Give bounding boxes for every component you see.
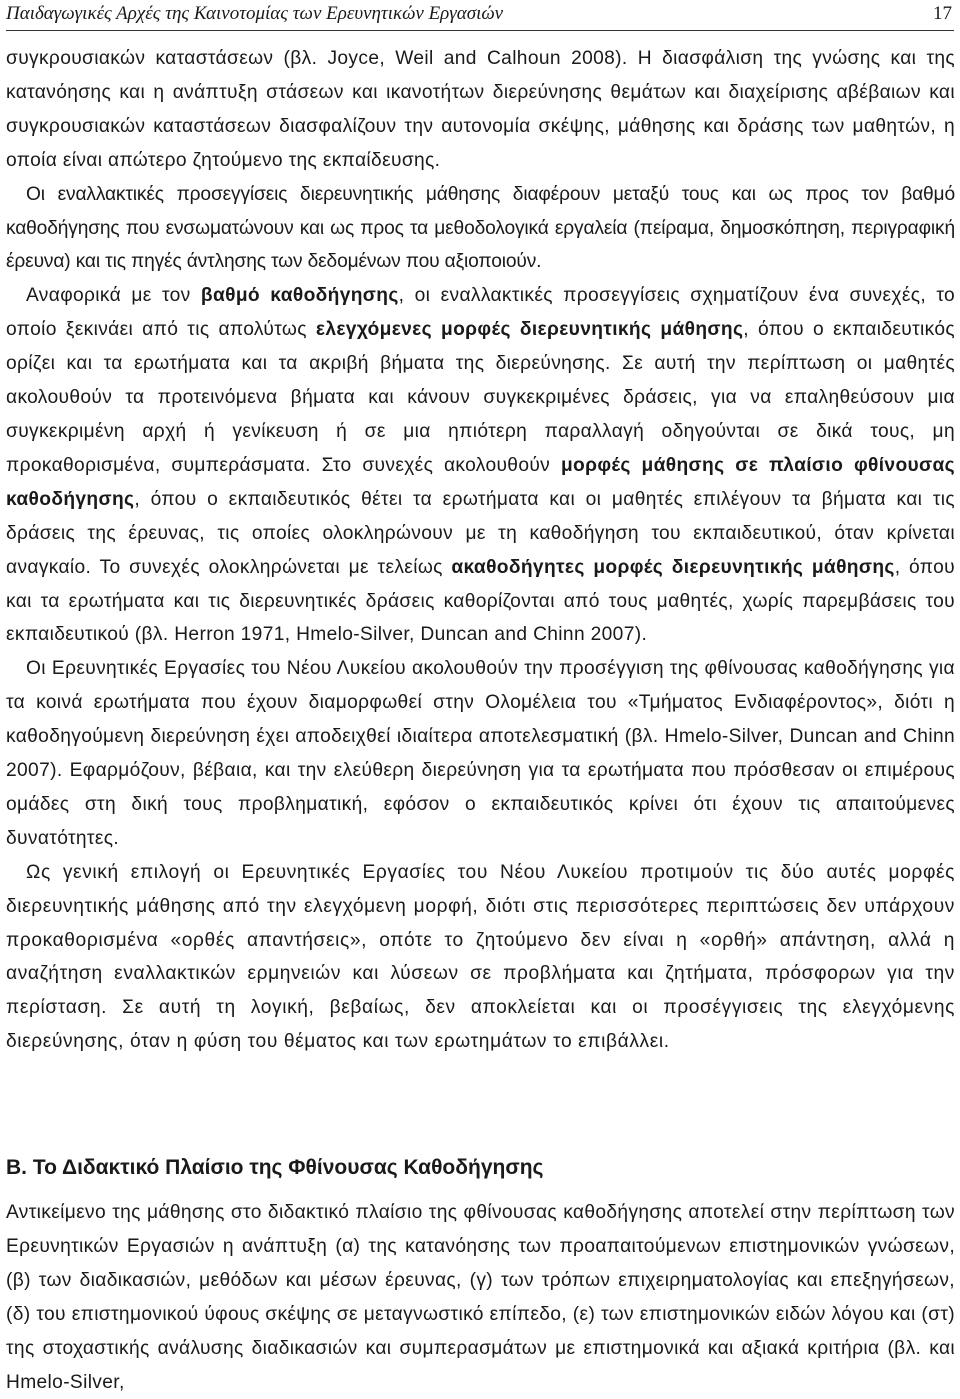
running-header-title: Παιδαγωγικές Αρχές της Καινοτομίας των Ερευνητικών Εργασιών xyxy=(6,3,504,24)
paragraph-continuation: συγκρουσιακών καταστάσεων (βλ. Joyce, Weil and Calhoun 2008). Η διασφάλιση της γνώσης και της κατανόησης και η ανάπτυξη στάσεων και ικανοτήτων διερεύνησης θεμάτων και διαχείρισης αβέβαιων και συγκρουσιακών καταστάσεων διασφαλίζουν την αυτονομία σκέψης, μάθησης και δράσης των μαθητών, η οποία είναι απώτερο ζητούμενο της εκπαίδευσης. xyxy=(6,48,955,171)
paragraph-research-projects: Οι Ερευνητικές Εργασίες του Νέου Λυκείου ακολουθούν την προσέγγιση της φθίνουσας καθοδήγησης για τα κοινά ερωτήματα που έχουν διαμορφωθεί στην Ολομέλεια του «Τμήματος Ενδιαφέροντος», διότι η καθοδηγούμενη διερεύνηση έχει αποδειχθεί ιδιαίτερα αποτελεσματική (βλ. Hmelo-Silver, Duncan and Chinn 2007). Εφαρμόζουν, βέβαια, και την ελεύθερη διερεύνηση για τα ερωτήματα που πρόσθεσαν οι επιμέρους ομάδες στη δική τους προβληματική, εφόσον ο εκπαιδευτικός κρίνει ότι έχουν τις απαιτούμενες δυνατότητες. xyxy=(6,658,955,849)
text-run: , οι εναλλακτικές προσεγγίσεις σχηματίζουν ένα συνεχές, το οποίο ξεκινάει από τις απολύτως xyxy=(6,285,955,341)
text-run: , όπου ο εκπαιδευτικός θέτει τα ερωτήματα και οι μαθητές επιλέγουν τα βήματα και τις δράσεις της έρευνας, τις οποίες ολοκληρώνουν με τη καθοδήγηση του εκπαιδευτικού, όταν κρίνεται αναγκαίο. Το συνεχές ολοκληρώνεται με τελείως xyxy=(6,488,955,578)
section-heading: Β. Το Διδακτικό Πλαίσιο της Φθίνουσας Καθοδήγησης xyxy=(6,1156,544,1179)
paragraph-approaches: Οι εναλλακτικές προσεγγίσεις διερευνητικής μάθησης διαφέρουν μεταξύ τους και ως προς τον βαθμό καθοδήγησης που ενσωματώνουν και ως προς τα μεθοδολογικά εργαλεία (πείραμα, δημοσκόπηση, περιγραφική έρευνα) και τις πηγές άντλησης των δεδομένων που αξιοποιούν. xyxy=(6,183,955,273)
running-header xyxy=(6,0,954,31)
bold-term-diminishing: μορφές μάθησης σε πλαίσιο φθίνουσας καθοδήγησης xyxy=(6,454,955,510)
text-run: , όπου και τα ερωτήματα και τις διερευνητικές δράσεις καθορίζονται από τους μαθητές, χωρίς παρεμβάσεις του εκπαιδευτικού (βλ. Herron 1971, Hmelo-Silver, Duncan and Chinn 2007). xyxy=(6,556,955,646)
section-text xyxy=(6,1196,955,1399)
page-number: 17 xyxy=(933,3,952,24)
text-run: , όπου ο εκπαιδευτικός ορίζει και τα ερωτήματα και τα ακριβή βήματα της διερεύνησης. Σε αυτή την περίπτωση οι μαθητές ακολουθούν τα προτεινόμενα βήματα και κάνουν συγκεκριμένες δράσεις, για να επαληθεύσουν μια συγκεκριμένη αρχή ή γενίκευση ή σε μια ηπιότερη παραλλαγή οδηγούνται σε δικά τους, μη προκαθορισμένα, συμπεράσματα. Στο συνεχές ακολουθούν xyxy=(6,319,955,476)
paragraph-section-b: Αντικείμενο της μάθησης στο διδακτικό πλαίσιο της φθίνουσας καθοδήγησης αποτελεί στην περίπτωση των Ερευνητικών Εργασιών η ανάπτυξη (α) της κατανόησης των προαπαιτούμενων επιστημονικών γνώσεων, (β) των διαδικασιών, μεθόδων και μέσων έρευνας, (γ) των τρόπων επιχειρηματολογίας και επεξηγήσεων, (δ) του επιστημονικού ύφους σκέψης σε μεταγνωστικό επίπεδο, (ε) των επιστημονικών ειδών λόγου και (στ) της στοχαστικής ανάλυσης διαδικασιών και συμπερασμάτων με επιστημονικά και αξιακά κριτήρια (βλ. και Hmelo-Silver, xyxy=(6,1202,955,1393)
bold-term-controlled: ελεγχόμενες μορφές διερευνητικής μάθησης xyxy=(315,319,744,341)
main-text xyxy=(6,42,955,1059)
bold-term-unguided: ακαθοδήγητες μορφές διερευνητικής μάθησης xyxy=(451,556,895,578)
paragraph-guidance-degree xyxy=(6,279,955,652)
text-run: Αναφορικά με τον xyxy=(26,285,201,307)
bold-term-guidance: βαθμό καθοδήγησης xyxy=(200,285,399,307)
paragraph-general-choice: Ως γενική επιλογή οι Ερευνητικές Εργασίες του Νέου Λυκείου προτιμούν τις δύο αυτές μορφές διερευνητικής μάθησης από την ελεγχόμενη μορφή, διότι στις περισσότερες περιπτώσεις δεν υπάρχουν προκαθορισμένα «ορθές απαντήσεις», οπότε το ζητούμενο δεν είναι η «ορθή» απάντηση, αλλά η αναζήτηση εναλλακτικών ερμηνειών και λύσεων σε προβλήματα και ζητήματα, πρόσφορων για την περίσταση. Σε αυτή τη λογική, βεβαίως, δεν αποκλείεται και οι προσέγγισεις της ελεγχόμενης διερεύνησης, όταν η φύση του θέματος και των ερωτημάτων το επιβάλλει. xyxy=(6,861,955,1053)
